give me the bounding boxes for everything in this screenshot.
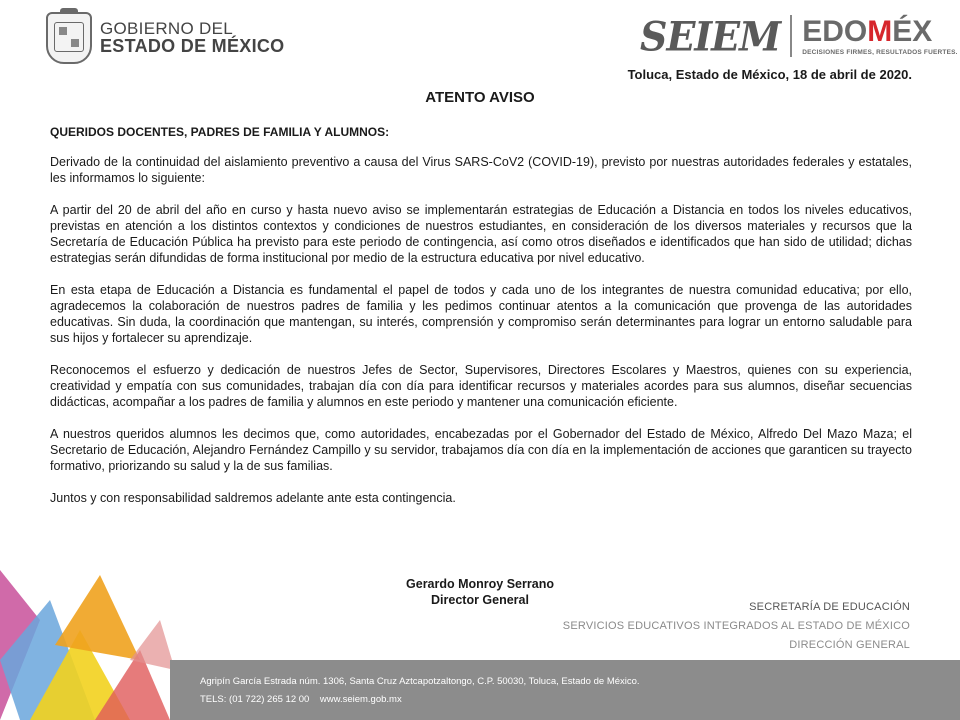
- paragraph: A partir del 20 de abril del año en curso y hasta nuevo aviso se implementarán estrategias de Educación a Distancia en todos los niveles educativos, previstas en atención a los distintos contextos y condiciones de nuestros estudiantes, en consideración de los diversos materiales y recursos que la Secretaría de Educación Pública ha previsto para este periodo de contingencia, así como otros diseñados e identificados que han sido de utilidad; dichas estrategias serán difundidas de forma institucional por medio de la estructura educativa por nivel educativo.: [50, 203, 912, 265]
- gobierno-estado-mexico-logo: [46, 10, 286, 66]
- paragraph: Juntos y con responsabilidad saldremos adelante ante esta contingencia.: [50, 491, 456, 505]
- department-line: SECRETARÍA DE EDUCACIÓN: [749, 601, 910, 613]
- department-line: SERVICIOS EDUCATIVOS INTEGRADOS AL ESTADO DE MÉXICO: [562, 620, 910, 632]
- footer-address: Agripín García Estrada núm. 1306, Santa Cruz Aztcapotzaltongo, C.P. 50030, Toluca, Estado de México.: [200, 676, 640, 687]
- department-block: [563, 598, 910, 655]
- signer-position: Director General: [431, 593, 529, 607]
- document-date: Toluca, Estado de México, 18 de abril de 2020.: [627, 67, 912, 82]
- seiem-logo: SEIEM: [640, 12, 781, 60]
- edomex-logo: EDOMÉX DECISIONES FIRMES, RESULTADOS FUERTES.: [802, 14, 958, 56]
- paragraph: Derivado de la continuidad del aislamiento preventivo a causa del Virus SARS-CoV2 (COVID-19), previsto por nuestras autoridades federales y estatales, les informamos lo siguiente:: [50, 155, 912, 185]
- document-title: ATENTO AVISO: [425, 89, 535, 106]
- footer-contact: [200, 673, 640, 709]
- document-body: [50, 124, 912, 522]
- edomex-m-mark: M: [867, 14, 893, 48]
- salutation: QUERIDOS DOCENTES, PADRES DE FAMILIA Y ALUMNOS:: [50, 125, 390, 139]
- paragraph: En esta etapa de Educación a Distancia es fundamental el papel de todos y cada uno de los integrantes de nuestra comunidad educativa; por ello, agradecemos la colaboración de nuestros padres de familia y les pedimos continuar atentos a la comunicación que provenga de las autoridades educativas. Sin duda, la coordinación que mantengan, su interés, comprensión y compromiso serán determinantes para lograr un entorno saludable para sus hijos y fortalecer su aprendizaje.: [50, 283, 912, 345]
- seiem-edomex-logo: [640, 12, 958, 60]
- paragraph: Reconocemos el esfuerzo y dedicación de nuestros Jefes de Sector, Supervisores, Directores Escolares y Maestros, quienes con su experiencia, creatividad y empatía con sus comunidades, trabajan día con día para identificar recursos y materiales acordes para sus alumnos, diseñar secuencias didácticas, acompañar a los padres de familia y alumnos en este periodo y mantener una comunicación eficiente.: [50, 363, 912, 409]
- department-line: DIRECCIÓN GENERAL: [789, 639, 910, 651]
- paragraph: A nuestros queridos alumnos les decimos que, como autoridades, encabezadas por el Gobernador del Estado de México, Alfredo Del Mazo Maza; el Secretario de Educación, Alejandro Fernández Campillo y su servidor, trabajamos día con día en la implementación de acciones que garanticen su trayecto formativo, priorizando su salud y la de sus familias.: [50, 427, 912, 473]
- footer-phone-web: TELS: (01 722) 265 12 00 www.seiem.gob.mx: [200, 694, 402, 705]
- edomex-tagline: DECISIONES FIRMES, RESULTADOS FUERTES.: [802, 48, 958, 56]
- gov-logo-line2: ESTADO DE MÉXICO: [100, 36, 285, 57]
- signer-name: Gerardo Monroy Serrano: [406, 577, 554, 591]
- signature-block: [370, 576, 590, 608]
- logo-divider: [790, 15, 792, 57]
- gov-logo-line1: GOBIERNO DEL: [100, 18, 234, 38]
- state-seal-icon: [46, 12, 92, 64]
